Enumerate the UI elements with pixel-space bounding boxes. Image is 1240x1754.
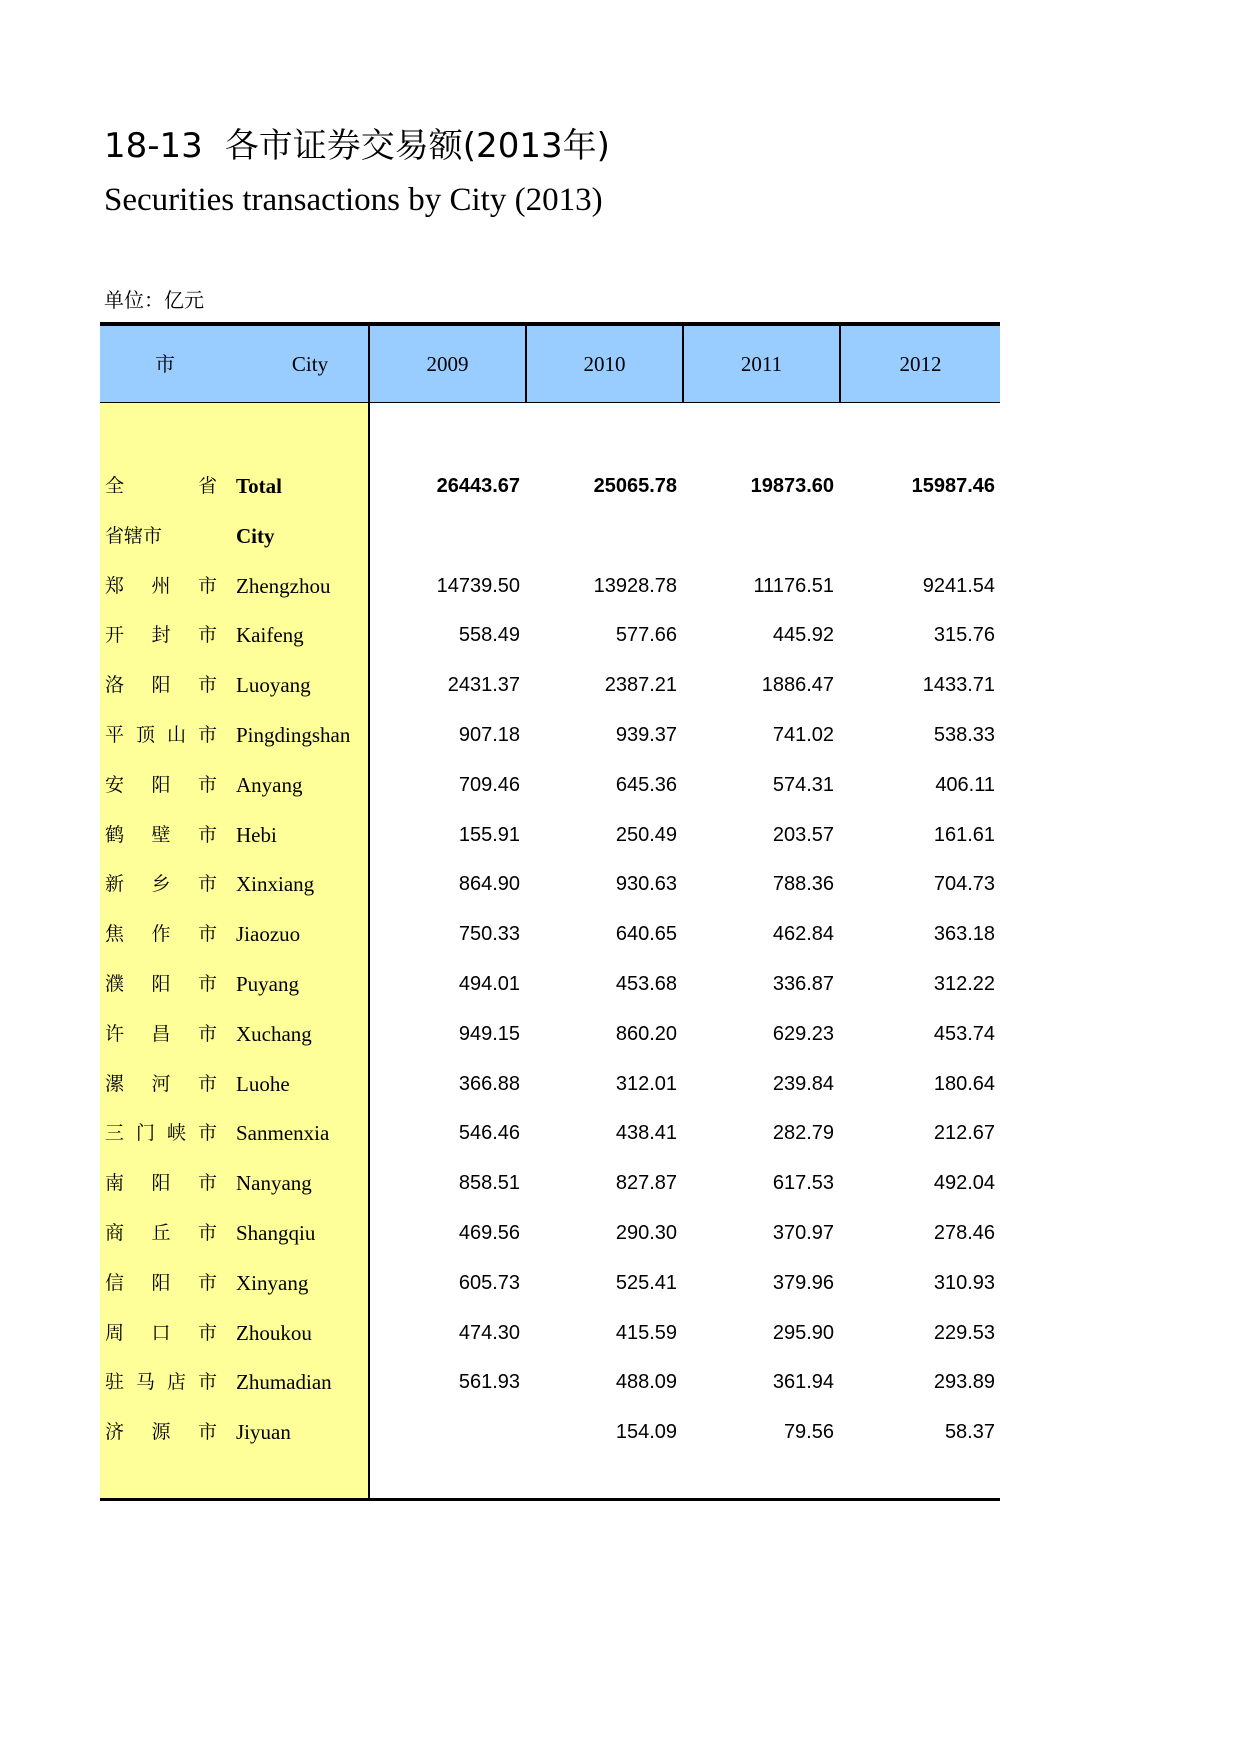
city-name-zh-char: 阳 <box>151 1172 171 1195</box>
city-name-zh <box>105 1060 217 1110</box>
title-zh-text: 各市证券交易额(2013年) <box>224 126 610 166</box>
table-row <box>100 512 1000 562</box>
value-cell-2011: 295.90 <box>772 1321 834 1344</box>
city-name-zh-char: 市 <box>197 1122 217 1145</box>
value-cell-2011: 239.84 <box>772 1072 834 1095</box>
city-name-en: Zhumadian <box>236 1370 332 1395</box>
city-name-en: Sanmenxia <box>236 1121 330 1146</box>
table-row <box>100 711 1000 761</box>
value-cell-2010: 860.20 <box>615 1022 677 1045</box>
table-row <box>100 1109 1000 1159</box>
value-cell-2010 <box>527 512 677 562</box>
city-name-zh <box>105 661 217 711</box>
city-name-zh-char: 封 <box>151 624 171 647</box>
city-name-zh-char: 阳 <box>151 674 171 697</box>
value-cell-2010: 930.63 <box>615 873 677 896</box>
value-cell-2009: 366.88 <box>458 1072 520 1095</box>
value-cell-2010: 13928.78 <box>593 574 677 597</box>
city-name-zh <box>105 1209 217 1259</box>
city-name-zh-char: 郑 <box>105 574 125 597</box>
city-name-zh-char: 门 <box>135 1122 155 1145</box>
city-name-zh <box>105 1010 217 1060</box>
city-name-zh-char: 市 <box>197 1221 217 1244</box>
city-name-zh-char: 南 <box>105 1172 125 1195</box>
city-name-zh-char: 许 <box>105 1022 125 1045</box>
city-name-zh-char: 新 <box>105 873 125 896</box>
city-name-zh-char: 开 <box>105 624 125 647</box>
value-cell-2009: 474.30 <box>458 1321 520 1344</box>
city-name-zh <box>105 1358 217 1408</box>
value-cell-2010: 645.36 <box>615 773 677 796</box>
city-name-zh <box>105 1309 217 1359</box>
value-cell-2012: 492.04 <box>933 1172 995 1195</box>
value-cell-2010: 290.30 <box>615 1221 677 1244</box>
city-name-zh-char: 焦 <box>105 923 125 946</box>
value-cell-2012: 9241.54 <box>922 574 995 597</box>
value-cell-2009: 907.18 <box>458 723 520 746</box>
table-body <box>100 462 1000 1458</box>
value-cell-2011: 617.53 <box>772 1172 834 1195</box>
value-cell-2012: 310.93 <box>933 1271 995 1294</box>
city-name-zh-char: 阳 <box>151 972 171 995</box>
city-name-zh-char: 洛 <box>105 674 125 697</box>
value-cell-2010: 453.68 <box>615 972 677 995</box>
value-cell-2009: 750.33 <box>458 923 520 946</box>
value-cell-2010: 488.09 <box>615 1371 677 1394</box>
value-cell-2010: 827.87 <box>615 1172 677 1195</box>
city-name-zh-char: 市 <box>197 1271 217 1294</box>
value-cell-2009: 2431.37 <box>447 674 520 697</box>
table-row <box>100 611 1000 661</box>
city-name-zh-char: 安 <box>105 773 125 796</box>
value-cell-2012: 161.61 <box>933 823 995 846</box>
value-cell-2011: 361.94 <box>772 1371 834 1394</box>
city-name-zh-char: 驻 <box>105 1371 125 1394</box>
value-cell-2011: 1886.47 <box>761 674 834 697</box>
table-row <box>100 1060 1000 1110</box>
city-name-zh <box>105 761 217 811</box>
value-cell-2011: 336.87 <box>772 972 834 995</box>
city-name-zh <box>105 462 217 512</box>
value-cell-2009: 26443.67 <box>436 475 520 497</box>
city-name-zh-char: 州 <box>151 574 171 597</box>
city-name-zh <box>105 611 217 661</box>
city-name-zh-char: 顶 <box>135 723 155 746</box>
value-cell-2011: 379.96 <box>772 1271 834 1294</box>
table-row <box>100 910 1000 960</box>
value-cell-2012 <box>841 512 995 562</box>
value-cell-2011: 203.57 <box>772 823 834 846</box>
header-year: 2012 <box>899 352 942 376</box>
data-table <box>100 322 1000 1501</box>
city-name-en: Total <box>236 474 282 498</box>
value-cell-2011: 629.23 <box>772 1022 834 1045</box>
value-cell-2009: 709.46 <box>458 773 520 796</box>
city-name-zh-char: 市 <box>197 574 217 597</box>
value-cell-2010: 525.41 <box>615 1271 677 1294</box>
value-cell-2011: 19873.60 <box>750 475 834 497</box>
value-cell-2009 <box>370 1408 520 1458</box>
header-year: 2011 <box>740 352 783 376</box>
city-name-zh <box>105 562 217 612</box>
city-name-zh-char: 乡 <box>151 873 171 896</box>
city-name-zh-char: 市 <box>197 1172 217 1195</box>
city-name-en: Xinyang <box>236 1270 309 1295</box>
value-cell-2009 <box>370 512 520 562</box>
city-name-zh-char: 源 <box>151 1421 171 1444</box>
city-name-zh-char: 市 <box>197 923 217 946</box>
value-cell-2009: 155.91 <box>458 823 520 846</box>
table-row <box>100 462 1000 512</box>
table-row <box>100 1010 1000 1060</box>
value-cell-2010: 577.66 <box>615 624 677 647</box>
table-row <box>100 1358 1000 1408</box>
city-name-zh <box>105 711 217 761</box>
value-cell-2011: 79.56 <box>783 1421 834 1444</box>
value-cell-2011: 741.02 <box>772 723 834 746</box>
value-cell-2010: 2387.21 <box>604 674 677 697</box>
table-row <box>100 1408 1000 1458</box>
city-name-en: Nanyang <box>236 1171 312 1196</box>
city-name-zh-char: 信 <box>105 1271 125 1294</box>
city-name-en: Kaifeng <box>236 623 304 648</box>
city-name-en: Luohe <box>236 1071 290 1096</box>
table-row <box>100 811 1000 861</box>
bottom-rule <box>100 1498 1000 1501</box>
city-name-zh-char: 马 <box>135 1371 155 1394</box>
city-name-zh-char: 壁 <box>151 823 171 846</box>
city-name-zh-char: 店 <box>166 1371 186 1394</box>
city-name-zh <box>105 1109 217 1159</box>
header-rule <box>100 402 1000 403</box>
city-name-zh-char: 漯 <box>105 1072 125 1095</box>
city-name-zh-char: 昌 <box>151 1022 171 1045</box>
value-cell-2012: 312.22 <box>933 972 995 995</box>
city-name-en: City <box>236 523 275 548</box>
value-cell-2011: 282.79 <box>772 1122 834 1145</box>
value-cell-2009: 546.46 <box>458 1122 520 1145</box>
city-name-zh-char: 商 <box>105 1221 125 1244</box>
header-year: 2009 <box>426 352 469 376</box>
table-row <box>100 960 1000 1010</box>
value-cell-2010: 939.37 <box>615 723 677 746</box>
value-cell-2010: 640.65 <box>615 923 677 946</box>
city-name-en: Hebi <box>236 822 277 847</box>
value-cell-2011 <box>684 512 834 562</box>
city-name-en: Jiaozuo <box>236 922 301 947</box>
city-name-zh-char: 市 <box>197 1321 217 1344</box>
table-row <box>100 761 1000 811</box>
city-name-zh <box>105 512 217 562</box>
header-city-zh: 市 <box>155 352 175 376</box>
value-cell-2009: 469.56 <box>458 1221 520 1244</box>
city-name-zh-char: 市 <box>197 1371 217 1394</box>
table-row <box>100 562 1000 612</box>
value-cell-2012: 453.74 <box>933 1022 995 1045</box>
city-name-zh-char: 省辖市 <box>105 524 163 547</box>
city-name-en: Pingdingshan <box>236 722 351 747</box>
value-cell-2010: 312.01 <box>615 1072 677 1095</box>
value-cell-2012: 212.67 <box>933 1122 995 1145</box>
value-cell-2011: 370.97 <box>772 1221 834 1244</box>
value-cell-2012: 315.76 <box>933 624 995 647</box>
city-name-en: Jiyuan <box>236 1420 291 1445</box>
value-cell-2012: 538.33 <box>933 723 995 746</box>
city-name-zh <box>105 860 217 910</box>
value-cell-2012: 406.11 <box>935 773 995 796</box>
value-cell-2010: 438.41 <box>615 1122 677 1145</box>
city-name-zh-char: 市 <box>197 823 217 846</box>
city-name-zh-char: 周 <box>105 1321 125 1344</box>
value-cell-2009: 14739.50 <box>436 574 520 597</box>
city-name-en: Anyang <box>236 772 303 797</box>
value-cell-2012: 293.89 <box>933 1371 995 1394</box>
page-title-en: Securities transactions by City (2013) <box>104 182 603 218</box>
city-name-zh <box>105 811 217 861</box>
value-cell-2009: 558.49 <box>458 624 520 647</box>
table-number: 18-13 <box>104 126 203 166</box>
value-cell-2009: 864.90 <box>458 873 520 896</box>
city-name-zh <box>105 1259 217 1309</box>
city-name-zh-char: 市 <box>197 1072 217 1095</box>
city-name-zh-char: 平 <box>105 723 125 746</box>
city-name-zh-char: 阳 <box>151 773 171 796</box>
city-name-en: Shangqiu <box>236 1220 316 1245</box>
city-name-zh <box>105 910 217 960</box>
city-name-zh-char: 山 <box>166 723 186 746</box>
city-name-zh-char: 河 <box>151 1072 171 1095</box>
city-name-zh-char: 市 <box>197 773 217 796</box>
city-name-zh <box>105 1159 217 1209</box>
city-name-en: Zhoukou <box>236 1320 312 1345</box>
value-cell-2012: 704.73 <box>933 873 995 896</box>
city-name-zh-char: 市 <box>197 1421 217 1444</box>
unit-label: 单位：亿元 <box>104 288 204 312</box>
table-row <box>100 860 1000 910</box>
city-name-zh-char: 鹤 <box>105 823 125 846</box>
value-cell-2009: 605.73 <box>458 1271 520 1294</box>
city-name-zh-char: 三 <box>105 1122 125 1145</box>
value-cell-2010: 250.49 <box>615 823 677 846</box>
value-cell-2012: 229.53 <box>933 1321 995 1344</box>
table-row <box>100 661 1000 711</box>
page-title-zh <box>104 126 610 166</box>
value-cell-2011: 445.92 <box>772 624 834 647</box>
value-cell-2012: 1433.71 <box>922 674 995 697</box>
city-name-zh-char: 丘 <box>151 1221 171 1244</box>
city-name-zh-char: 阳 <box>151 1271 171 1294</box>
value-cell-2012: 15987.46 <box>911 475 995 497</box>
city-name-en: Xinxiang <box>236 872 315 897</box>
city-name-en: Zhengzhou <box>236 573 331 598</box>
table-row <box>100 1209 1000 1259</box>
table-row <box>100 1159 1000 1209</box>
value-cell-2011: 574.31 <box>772 773 834 796</box>
city-name-zh-char: 省 <box>197 475 217 497</box>
city-name-zh-char: 市 <box>197 873 217 896</box>
city-name-zh-char: 濮 <box>105 972 125 995</box>
city-name-zh <box>105 960 217 1010</box>
value-cell-2010: 25065.78 <box>593 475 677 497</box>
table-row <box>100 1259 1000 1309</box>
city-name-en: Luoyang <box>236 673 311 698</box>
city-name-zh <box>105 1408 217 1458</box>
header-year: 2010 <box>583 352 626 376</box>
city-name-zh-char: 济 <box>105 1421 125 1444</box>
city-name-zh-char: 口 <box>151 1321 171 1344</box>
value-cell-2010: 154.09 <box>615 1421 677 1444</box>
value-cell-2011: 462.84 <box>772 923 834 946</box>
value-cell-2012: 180.64 <box>933 1072 995 1095</box>
value-cell-2009: 561.93 <box>458 1371 520 1394</box>
value-cell-2009: 949.15 <box>458 1022 520 1045</box>
value-cell-2010: 415.59 <box>615 1321 677 1344</box>
city-name-en: Puyang <box>236 971 299 996</box>
city-name-zh-char: 全 <box>105 475 125 497</box>
value-cell-2011: 11176.51 <box>753 574 834 597</box>
city-name-zh-char: 作 <box>151 923 171 946</box>
city-name-zh-char: 市 <box>197 624 217 647</box>
city-name-zh-char: 市 <box>197 674 217 697</box>
city-name-zh-char: 市 <box>197 723 217 746</box>
value-cell-2009: 858.51 <box>458 1172 520 1195</box>
value-cell-2011: 788.36 <box>772 873 834 896</box>
city-name-zh-char: 市 <box>197 972 217 995</box>
value-cell-2012: 58.37 <box>944 1421 995 1444</box>
value-cell-2009: 494.01 <box>458 972 520 995</box>
city-name-en: Xuchang <box>236 1021 312 1046</box>
header-city-en: City <box>291 352 329 376</box>
table-row <box>100 1309 1000 1359</box>
city-name-zh-char: 峡 <box>166 1122 186 1145</box>
city-name-zh-char: 市 <box>197 1022 217 1045</box>
value-cell-2012: 278.46 <box>933 1221 995 1244</box>
value-cell-2012: 363.18 <box>933 923 995 946</box>
